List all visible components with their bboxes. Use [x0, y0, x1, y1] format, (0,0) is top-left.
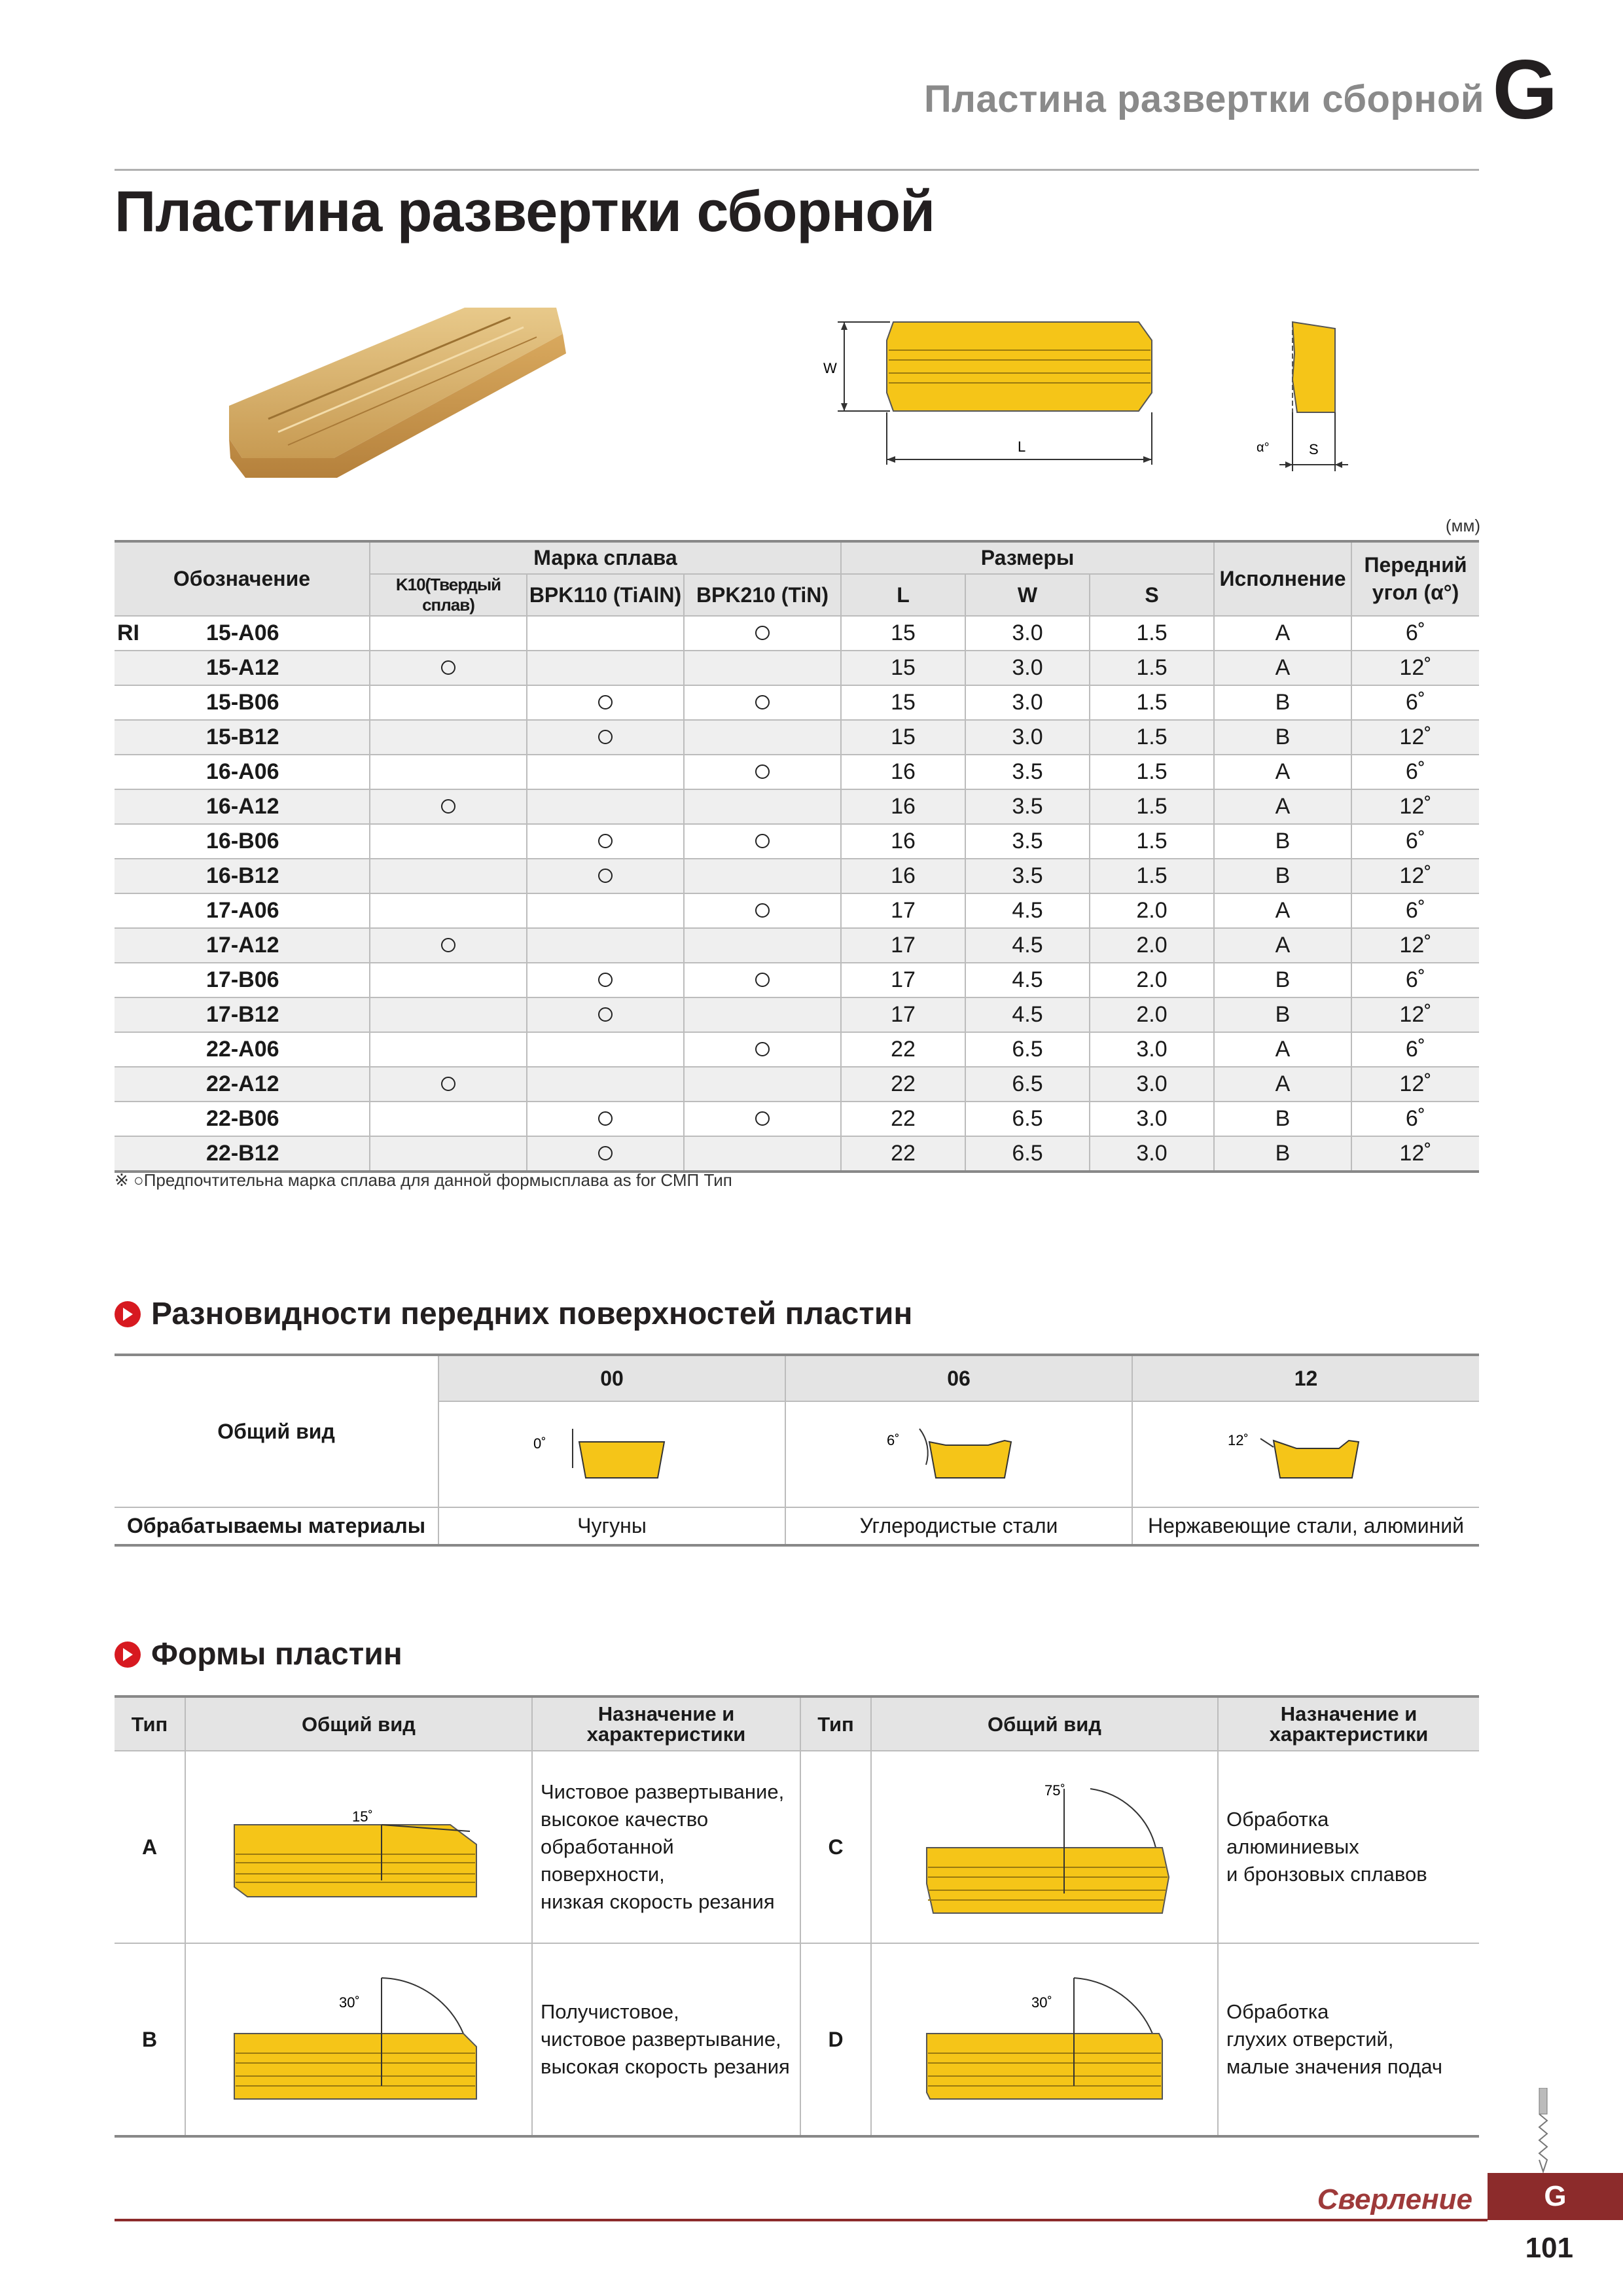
- row-w: 3.5: [965, 859, 1090, 893]
- preferred-circle-icon: [598, 869, 613, 883]
- form-d-desc-line: глухих отверстий,: [1226, 2027, 1394, 2051]
- row-s: 3.0: [1090, 1136, 1214, 1172]
- rake-face-table: [115, 1354, 1479, 1547]
- row-ver: A: [1214, 755, 1351, 789]
- alloy-bpk110-cell: [527, 928, 684, 963]
- col-rake: Передний угол (α°): [1351, 541, 1479, 616]
- row-s: 1.5: [1090, 720, 1214, 755]
- form-a-svg: [208, 1779, 509, 1910]
- preferred-circle-icon: [755, 764, 770, 779]
- row-s: 1.5: [1090, 824, 1214, 859]
- col-alloy-k10: K10(Твердый сплав): [370, 574, 527, 616]
- row-designation: [115, 997, 370, 1032]
- table-row: [115, 651, 1479, 685]
- alloy-bpk110-cell: [527, 997, 684, 1032]
- row-designation: [115, 789, 370, 824]
- form-d-figure: [871, 1943, 1218, 2136]
- alloy-k10-cell: [370, 616, 527, 651]
- table-row: [115, 1102, 1479, 1136]
- row-ver: B: [1214, 685, 1351, 720]
- footer-divider: [115, 2219, 1488, 2221]
- form-b-angle: 30˚: [339, 1994, 360, 2011]
- row-w: 3.5: [965, 755, 1090, 789]
- table-row: [115, 1032, 1479, 1067]
- alloy-k10-cell: [370, 1032, 527, 1067]
- row-rake: 12˚: [1351, 997, 1479, 1032]
- preferred-circle-icon: [598, 973, 613, 987]
- preferred-circle-icon: [755, 903, 770, 918]
- insert-spec-table: [115, 540, 1479, 1173]
- preferred-circle-icon: [598, 1111, 613, 1126]
- table-row: [115, 755, 1479, 789]
- row-w: 4.5: [965, 963, 1090, 997]
- row-designation: [115, 755, 370, 789]
- alloy-bpk210-cell: [684, 963, 841, 997]
- col-l: L: [841, 574, 965, 616]
- form-d-desc-line: Обработка: [1226, 2000, 1329, 2023]
- form-b-figure: [185, 1943, 532, 2136]
- row-s: 2.0: [1090, 997, 1214, 1032]
- rake-12-figure: [1132, 1401, 1479, 1507]
- series-label: RI: [117, 620, 139, 645]
- alloy-k10-cell: [370, 651, 527, 685]
- preferred-circle-icon: [755, 695, 770, 709]
- form-a-desc-line: Чистовое развертывание,: [541, 1780, 785, 1803]
- row-code: 17-A06: [206, 898, 279, 923]
- row-w: 4.5: [965, 928, 1090, 963]
- alloy-k10-cell: [370, 1136, 527, 1172]
- row-rake: 12˚: [1351, 1136, 1479, 1172]
- section-forms-heading: [115, 1636, 402, 1672]
- alloy-bpk210-cell: [684, 824, 841, 859]
- row-w: 3.0: [965, 651, 1090, 685]
- row-s: 2.0: [1090, 963, 1214, 997]
- table-row: [115, 1136, 1479, 1172]
- alloy-bpk210-cell: [684, 1067, 841, 1102]
- form-d-desc-line: малые значения подач: [1226, 2055, 1443, 2079]
- row-designation: [115, 1032, 370, 1067]
- form-b-desc-line: Получистовое,: [541, 2000, 679, 2023]
- form-b-desc-line: высокая скорость резания: [541, 2055, 790, 2079]
- alloy-bpk210-cell: [684, 859, 841, 893]
- row-code: 22-A12: [206, 1071, 279, 1096]
- row-code: 15-A06: [206, 620, 279, 645]
- insert-spec-rows: [115, 616, 1479, 1172]
- row-l: 17: [841, 963, 965, 997]
- alloy-bpk110-cell: [527, 685, 684, 720]
- preferred-circle-icon: [755, 1111, 770, 1126]
- row-s: 3.0: [1090, 1102, 1214, 1136]
- row-designation: [115, 1136, 370, 1172]
- form-a-angle: 15˚: [352, 1808, 373, 1825]
- alloy-k10-cell: [370, 1102, 527, 1136]
- row-s: 1.5: [1090, 616, 1214, 651]
- dim-alpha-label: α°: [1257, 440, 1270, 455]
- header-title: Пластина развертки сборной: [923, 78, 1484, 120]
- section-forms-title: Формы пластин: [151, 1637, 402, 1672]
- forms-col-purpose-2-line2: характеристики: [1269, 1723, 1429, 1746]
- preferred-circle-icon: [598, 730, 613, 744]
- row-ver: B: [1214, 824, 1351, 859]
- row-s: 1.5: [1090, 755, 1214, 789]
- row-w: 3.0: [965, 720, 1090, 755]
- row-rake: 12˚: [1351, 1067, 1479, 1102]
- insert-side-drawing: [1257, 314, 1348, 478]
- row-ver: A: [1214, 616, 1351, 651]
- row-l: 22: [841, 1032, 965, 1067]
- preferred-circle-icon: [755, 973, 770, 987]
- table-row: [115, 789, 1479, 824]
- rake-00-figure: [438, 1401, 785, 1507]
- row-w: 4.5: [965, 893, 1090, 928]
- form-type-a: A: [115, 1751, 185, 1943]
- unit-label: (мм): [1445, 516, 1480, 535]
- col-version: Исполнение: [1214, 541, 1351, 616]
- material-06: Углеродистые стали: [785, 1507, 1132, 1545]
- row-ver: B: [1214, 720, 1351, 755]
- row-w: 3.5: [965, 789, 1090, 824]
- row-code: 16-B12: [206, 863, 279, 888]
- alloy-k10-cell: [370, 824, 527, 859]
- alloy-k10-cell: [370, 1067, 527, 1102]
- row-code: 16-A06: [206, 759, 279, 784]
- preferred-circle-icon: [441, 938, 455, 952]
- rake-00-svg: [527, 1416, 697, 1488]
- row-designation: [115, 1067, 370, 1102]
- row-ver: A: [1214, 1067, 1351, 1102]
- row-w: 6.5: [965, 1067, 1090, 1102]
- row-w: 6.5: [965, 1136, 1090, 1172]
- form-d-desc: [1218, 1943, 1479, 2136]
- drill-icon: [1530, 2088, 1556, 2173]
- dim-l-label: L: [1018, 439, 1026, 455]
- section-bullet-icon: [115, 1301, 141, 1327]
- alloy-bpk110-cell: [527, 859, 684, 893]
- row-ver: A: [1214, 1032, 1351, 1067]
- preferred-circle-icon: [755, 626, 770, 640]
- form-a-desc-line: высокое качество: [541, 1807, 709, 1831]
- row-ver: B: [1214, 1136, 1351, 1172]
- row-l: 22: [841, 1136, 965, 1172]
- row-ver: B: [1214, 997, 1351, 1032]
- preferred-circle-icon: [441, 1077, 455, 1091]
- row-designation: [115, 651, 370, 685]
- row-s: 1.5: [1090, 859, 1214, 893]
- form-c-desc-line: и бронзовых сплавов: [1226, 1863, 1427, 1886]
- form-c-desc-line: алюминиевых: [1226, 1835, 1359, 1858]
- row-s: 2.0: [1090, 893, 1214, 928]
- section-rake-faces-title: Разновидности передних поверхностей пластин: [151, 1297, 913, 1331]
- col-s: S: [1090, 574, 1214, 616]
- rake-06-svg: [874, 1416, 1044, 1488]
- header-divider: [115, 169, 1479, 171]
- row-code: 16-B06: [206, 829, 279, 853]
- table-row: [115, 824, 1479, 859]
- alloy-bpk110-cell: [527, 1136, 684, 1172]
- alloy-k10-cell: [370, 963, 527, 997]
- alloy-bpk110-cell: [527, 963, 684, 997]
- row-designation: [115, 893, 370, 928]
- preferred-circle-icon: [755, 1042, 770, 1056]
- preferred-circle-icon: [598, 834, 613, 848]
- alloy-bpk110-cell: [527, 824, 684, 859]
- footer-section-name: Сверление: [1317, 2183, 1472, 2215]
- forms-col-purpose: [532, 1696, 800, 1751]
- alloy-bpk110-cell: [527, 893, 684, 928]
- row-l: 22: [841, 1102, 965, 1136]
- row-s: 3.0: [1090, 1032, 1214, 1067]
- form-b-svg: [208, 1962, 509, 2112]
- rake-col-00-head: 00: [438, 1355, 785, 1401]
- table-row: [115, 616, 1479, 651]
- row-l: 17: [841, 893, 965, 928]
- row-ver: B: [1214, 859, 1351, 893]
- row-designation: [115, 1102, 370, 1136]
- rake-col-12-head: 12: [1132, 1355, 1479, 1401]
- row-code: 17-A12: [206, 933, 279, 958]
- table-row: [115, 893, 1479, 928]
- alloy-k10-cell: [370, 893, 527, 928]
- row-rake: 6˚: [1351, 1032, 1479, 1067]
- row-l: 16: [841, 755, 965, 789]
- form-b-desc: [532, 1943, 800, 2136]
- form-c-svg: [894, 1763, 1195, 1926]
- alloy-bpk210-cell: [684, 789, 841, 824]
- forms-col-type: Тип: [115, 1696, 185, 1751]
- row-w: 6.5: [965, 1102, 1090, 1136]
- rake-00-angle: 0˚: [533, 1435, 546, 1452]
- form-a-desc: [532, 1751, 800, 1943]
- table-row: [115, 928, 1479, 963]
- form-type-d: D: [800, 1943, 871, 2136]
- section-rake-faces-heading: [115, 1296, 912, 1332]
- alloy-k10-cell: [370, 928, 527, 963]
- page-title: Пластина развертки сборной: [115, 179, 935, 243]
- row-code: 17-B12: [206, 1002, 279, 1027]
- alloy-bpk110-cell: [527, 755, 684, 789]
- row-l: 22: [841, 1067, 965, 1102]
- row-code: 15-A12: [206, 655, 279, 680]
- row-designation: [115, 720, 370, 755]
- alloy-bpk210-cell: [684, 1136, 841, 1172]
- row-rake: 12˚: [1351, 859, 1479, 893]
- col-alloy-bpk210: BPK210 (TiN): [684, 574, 841, 616]
- form-c-figure: [871, 1751, 1218, 1943]
- row-rake: 6˚: [1351, 824, 1479, 859]
- alloy-bpk110-cell: [527, 1102, 684, 1136]
- alloy-bpk210-cell: [684, 1032, 841, 1067]
- alloy-bpk110-cell: [527, 1067, 684, 1102]
- alloy-bpk210-cell: [684, 651, 841, 685]
- row-ver: B: [1214, 963, 1351, 997]
- row-designation: [115, 963, 370, 997]
- section-bullet-icon: [115, 1641, 141, 1668]
- alloy-bpk210-cell: [684, 928, 841, 963]
- forms-col-purpose-line2: характеристики: [586, 1723, 746, 1746]
- alloy-bpk210-cell: [684, 755, 841, 789]
- forms-col-purpose-2-line1: Назначение и: [1280, 1702, 1418, 1725]
- alloy-bpk110-cell: [527, 1032, 684, 1067]
- rake-06-figure: [785, 1401, 1132, 1507]
- forms-col-purpose-2: [1218, 1696, 1479, 1751]
- row-l: 15: [841, 616, 965, 651]
- row-s: 1.5: [1090, 685, 1214, 720]
- footer-section-letter: G: [1488, 2173, 1623, 2220]
- rake-12-angle: 12˚: [1227, 1432, 1249, 1448]
- row-ver: A: [1214, 789, 1351, 824]
- row-code: 16-A12: [206, 794, 279, 819]
- table-row: [115, 720, 1479, 755]
- row-code: 15-B06: [206, 690, 279, 715]
- row-s: 1.5: [1090, 651, 1214, 685]
- form-c-desc: [1218, 1751, 1479, 1943]
- row-l: 16: [841, 824, 965, 859]
- col-dims-group: Размеры: [841, 541, 1214, 574]
- alloy-k10-cell: [370, 789, 527, 824]
- alloy-bpk110-cell: [527, 789, 684, 824]
- table-note: ※ ○Предпочтительна марка сплава для данной формысплава as for СМП Тип: [115, 1170, 732, 1190]
- row-ver: A: [1214, 893, 1351, 928]
- material-00: Чугуны: [438, 1507, 785, 1545]
- row-ver: A: [1214, 928, 1351, 963]
- row-w: 3.0: [965, 616, 1090, 651]
- row-rake: 12˚: [1351, 720, 1479, 755]
- table-row: [115, 859, 1479, 893]
- row-w: 4.5: [965, 997, 1090, 1032]
- row-ver: A: [1214, 651, 1351, 685]
- alloy-k10-cell: [370, 859, 527, 893]
- row-designation: [115, 824, 370, 859]
- col-designation: Обозначение: [115, 541, 370, 616]
- row-l: 15: [841, 685, 965, 720]
- header-section-letter: G: [1492, 43, 1558, 137]
- row-rake: 6˚: [1351, 963, 1479, 997]
- row-w: 6.5: [965, 1032, 1090, 1067]
- row-rake: 12˚: [1351, 651, 1479, 685]
- insert-photo: [216, 281, 582, 497]
- preferred-circle-icon: [598, 1007, 613, 1022]
- alloy-k10-cell: [370, 720, 527, 755]
- alloy-k10-cell: [370, 755, 527, 789]
- row-w: 3.5: [965, 824, 1090, 859]
- material-12: Нержавеющие стали, алюминий: [1132, 1507, 1479, 1545]
- row-s: 1.5: [1090, 789, 1214, 824]
- form-a-desc-line: низкая скорость резания: [541, 1890, 775, 1914]
- row-code: 17-B06: [206, 967, 279, 992]
- row-rake: 12˚: [1351, 928, 1479, 963]
- col-alloy-group: Марка сплава: [370, 541, 841, 574]
- row-code: 22-A06: [206, 1037, 279, 1062]
- row-ver: B: [1214, 1102, 1351, 1136]
- rake-12-svg: [1221, 1416, 1391, 1488]
- row-code: 15-B12: [206, 725, 279, 749]
- form-c-desc-line: Обработка: [1226, 1807, 1329, 1831]
- alloy-k10-cell: [370, 997, 527, 1032]
- row-code: 22-B12: [206, 1141, 279, 1166]
- row-l: 17: [841, 928, 965, 963]
- alloy-bpk210-cell: [684, 1102, 841, 1136]
- forms-col-view: Общий вид: [185, 1696, 532, 1751]
- dim-s-label: S: [1309, 441, 1319, 457]
- insert-top-drawing: [812, 314, 1178, 478]
- row-designation: [115, 928, 370, 963]
- form-c-angle: 75˚: [1044, 1782, 1065, 1799]
- insert-forms-table: [115, 1695, 1479, 2138]
- col-w: W: [965, 574, 1090, 616]
- general-view-label: Общий вид: [115, 1355, 438, 1507]
- row-l: 16: [841, 859, 965, 893]
- row-l: 15: [841, 720, 965, 755]
- row-l: 17: [841, 997, 965, 1032]
- form-d-angle: 30˚: [1031, 1994, 1052, 2011]
- table-row: [115, 1067, 1479, 1102]
- row-code: 22-B06: [206, 1106, 279, 1131]
- alloy-bpk210-cell: [684, 685, 841, 720]
- row-rake: 6˚: [1351, 893, 1479, 928]
- row-l: 16: [841, 789, 965, 824]
- row-rake: 6˚: [1351, 755, 1479, 789]
- row-w: 3.0: [965, 685, 1090, 720]
- table-row: [115, 963, 1479, 997]
- table-row: [115, 685, 1479, 720]
- row-rake: 6˚: [1351, 616, 1479, 651]
- form-type-c: C: [800, 1751, 871, 1943]
- forms-col-purpose-line1: Назначение и: [597, 1702, 735, 1725]
- alloy-bpk210-cell: [684, 997, 841, 1032]
- row-rake: 12˚: [1351, 789, 1479, 824]
- alloy-bpk210-cell: [684, 720, 841, 755]
- row-designation: [115, 616, 370, 651]
- alloy-bpk110-cell: [527, 720, 684, 755]
- forms-col-type-2: Тип: [800, 1696, 871, 1751]
- forms-col-view-2: Общий вид: [871, 1696, 1218, 1751]
- rake-06-angle: 6˚: [887, 1432, 900, 1448]
- form-type-b: B: [115, 1943, 185, 2136]
- form-d-svg: [894, 1962, 1195, 2112]
- row-s: 2.0: [1090, 928, 1214, 963]
- preferred-circle-icon: [755, 834, 770, 848]
- alloy-k10-cell: [370, 685, 527, 720]
- row-rake: 6˚: [1351, 1102, 1479, 1136]
- preferred-circle-icon: [598, 695, 613, 709]
- preferred-circle-icon: [598, 1146, 613, 1160]
- dim-w-label: W: [823, 360, 837, 376]
- alloy-bpk210-cell: [684, 893, 841, 928]
- preferred-circle-icon: [441, 799, 455, 814]
- row-s: 3.0: [1090, 1067, 1214, 1102]
- page-number: 101: [1525, 2232, 1573, 2264]
- row-l: 15: [841, 651, 965, 685]
- preferred-circle-icon: [441, 660, 455, 675]
- alloy-bpk110-cell: [527, 651, 684, 685]
- col-alloy-bpk110: BPK110 (TiAlN): [527, 574, 684, 616]
- form-b-desc-line: чистовое развертывание,: [541, 2027, 781, 2051]
- row-designation: [115, 859, 370, 893]
- rake-col-06-head: 06: [785, 1355, 1132, 1401]
- form-a-figure: [185, 1751, 532, 1943]
- alloy-bpk110-cell: [527, 616, 684, 651]
- alloy-bpk210-cell: [684, 616, 841, 651]
- table-row: [115, 997, 1479, 1032]
- row-designation: [115, 685, 370, 720]
- form-a-desc-line: обработанной поверхности,: [541, 1835, 674, 1886]
- row-rake: 6˚: [1351, 685, 1479, 720]
- materials-label: Обрабатываемы материалы: [115, 1507, 438, 1545]
